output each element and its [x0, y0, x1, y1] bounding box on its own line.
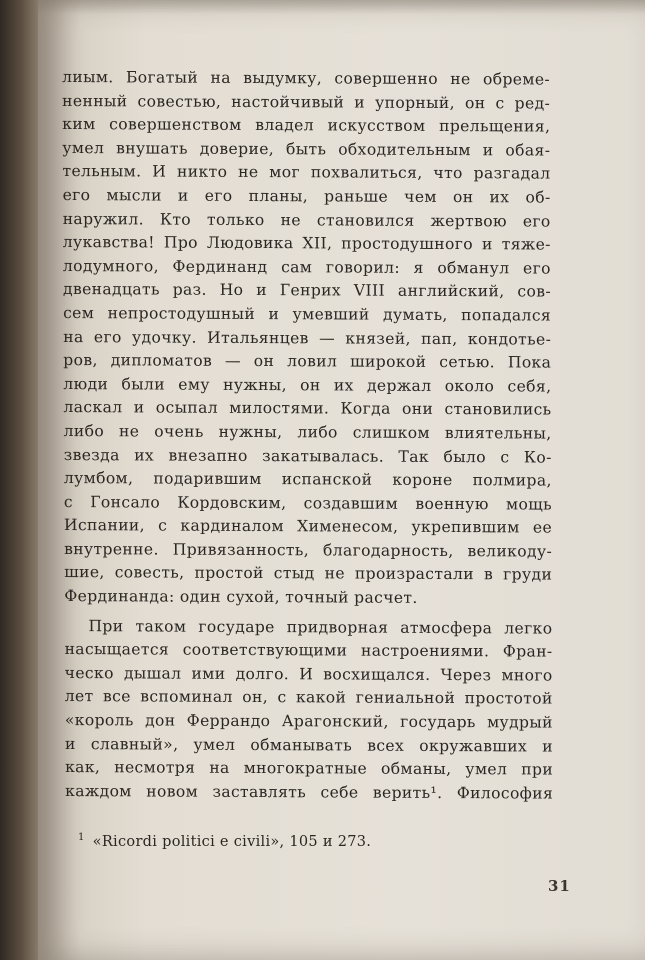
text-line: сем непростодушный и умевший думать, попадался	[63, 303, 552, 325]
footnote	[78, 832, 371, 850]
text-line: либо не очень нужны, либо слишком влиятельны,	[63, 421, 552, 443]
text-line: и славный», умел обманывать всех окружавших и	[64, 734, 553, 756]
book-page	[38, 0, 645, 960]
text-line: лодумного, Фердинанд сам говорил: я обманул его	[62, 256, 551, 278]
text-line: его мысли и его планы, раньше чем он их об-	[62, 185, 551, 207]
text-line: лиым. Богатый на выдумку, совершенно не обреме-	[62, 68, 551, 89]
text-line: шие, совесть, простой стыд не произрастали в груди	[64, 563, 553, 585]
text-line: каждом новом заставлять себе верить¹. Философия	[65, 781, 554, 803]
text-line: ческо дышал ими долго. И восхищался. Через много	[64, 663, 553, 685]
text-line: тельным. И никто не мог похвалиться, что разгадал	[62, 162, 551, 183]
text-line: умел внушать доверие, быть обходительным и обая-	[62, 138, 551, 160]
paragraph-2	[64, 615, 553, 806]
page-number: 31	[548, 877, 571, 895]
text-line: двенадцать раз. Но и Генрих VIII английский, сов-	[62, 280, 552, 301]
text-line: звезда их внезапно закатывалась. Так было с Ко-	[63, 445, 552, 467]
footnote-marker: 1	[78, 832, 85, 843]
text-line: с Гонсало Кордовским, создавшим военную мощь	[63, 492, 552, 514]
text-line: как, несмотря на многократные обманы, умел при	[65, 758, 554, 779]
text-line: насыщается соответствующими настроениями. Фран-	[64, 640, 553, 661]
text-line: При таком государе придворная атмосфера легко	[88, 616, 553, 638]
text-line: на его удочку. Итальянцев — князей, пап, кондотье-	[63, 327, 552, 349]
paragraph-1	[62, 66, 552, 611]
text-line: лумбом, подарившим испанской короне полмира,	[63, 469, 552, 490]
text-line: ласкал и осыпал милостями. Когда они становились	[63, 398, 552, 419]
text-line: лет все вспоминал он, с какой гениальной простотой	[64, 687, 553, 709]
text-line: ким совершенством владел искусством прельщения,	[62, 115, 551, 136]
body-text	[62, 66, 553, 806]
footnote-text: «Ricordi politici e civili», 105 и 273.	[92, 833, 372, 850]
text-line: внутренне. Привязанность, благодарность, великоду-	[64, 539, 553, 561]
text-line: ров, дипломатов — он ловил широкой сетью. Пока	[63, 351, 552, 372]
page-top-edge	[38, 0, 645, 14]
text-line: лукавства! Про Людовика XII, простодушного и тяже-	[62, 233, 551, 254]
text-line: наружил. Кто только не становился жертвою его	[62, 209, 551, 231]
text-line: люди были ему нужны, он их держал около себя,	[63, 374, 552, 396]
text-line: ненный совестью, настойчивый и упорный, он с ред-	[62, 91, 551, 113]
text-line: Испании, с кардиналом Хименесом, укрепившим ее	[63, 516, 553, 537]
text-line: Фердинанда: один сухой, точный расчет.	[64, 587, 418, 607]
text-line: «король дон Феррандо Арагонский, государь мудрый	[64, 711, 553, 732]
